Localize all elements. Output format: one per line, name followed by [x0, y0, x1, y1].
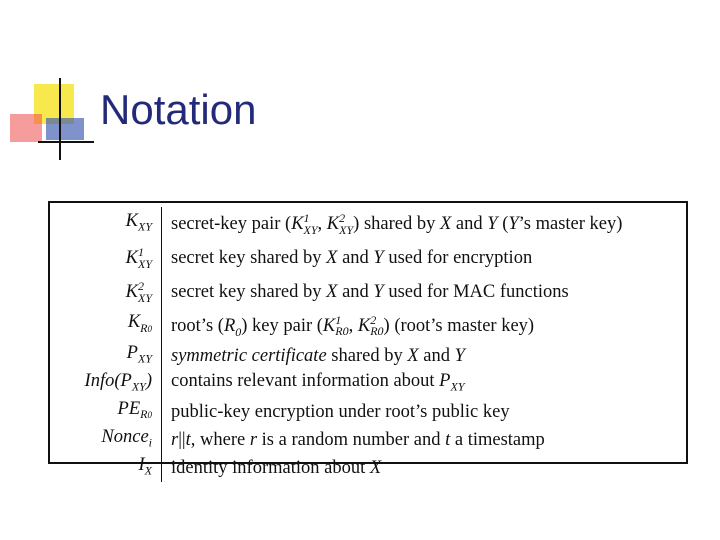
symbol-cell: $I_X$ [60, 454, 162, 482]
table-row [60, 370, 622, 398]
table-row [60, 207, 622, 241]
page-title: Notation [100, 86, 257, 133]
table-row [60, 426, 622, 454]
table-row [60, 398, 622, 427]
description-cell: secret-key pair ($K^1_{XY}$, $K^2_{XY}$) shared by X and Y (Y’s master key) [171, 211, 623, 237]
slide-logo [8, 78, 98, 168]
notation-table [60, 207, 622, 482]
description-cell: secret key shared by X and Y used for MAC functions [171, 281, 569, 302]
table-row [60, 309, 622, 343]
symbol-cell: Nonce$_i$ [60, 426, 162, 454]
description-cell: symmetric certificate shared by X and Y [171, 346, 465, 367]
symbol-cell: $K_{R0}$ [60, 309, 162, 343]
description-cell: secret key shared by X and Y used for encryption [171, 247, 533, 268]
description-cell: r||t, where r is a random number and t a timestamp [171, 430, 545, 451]
table-row [60, 241, 622, 275]
description-cell: public-key encryption under root’s public key [171, 402, 510, 423]
table-row [60, 342, 622, 370]
notation-box [48, 201, 688, 478]
description-cell: root’s $(R_0)$ key pair ($K^1_{R0}$, $K^2_{R0}$) (root’s master key) [171, 312, 535, 339]
symbol-cell: $PE_{R0}$ [60, 398, 162, 427]
description-cell: contains relevant information about $P_{XY}$ [171, 371, 465, 394]
table-row [60, 454, 622, 482]
symbol-cell: $P_{XY}$ [60, 342, 162, 370]
symbol-cell: $Info(P_{XY})$ [60, 370, 162, 398]
description-cell: identity information about X [171, 457, 382, 478]
symbol-cell: $K^2_{XY}$ [60, 275, 162, 309]
symbol-cell: $K_{XY}$ [60, 207, 162, 241]
symbol-cell: $K^1_{XY}$ [60, 241, 162, 275]
table-row [60, 275, 622, 309]
